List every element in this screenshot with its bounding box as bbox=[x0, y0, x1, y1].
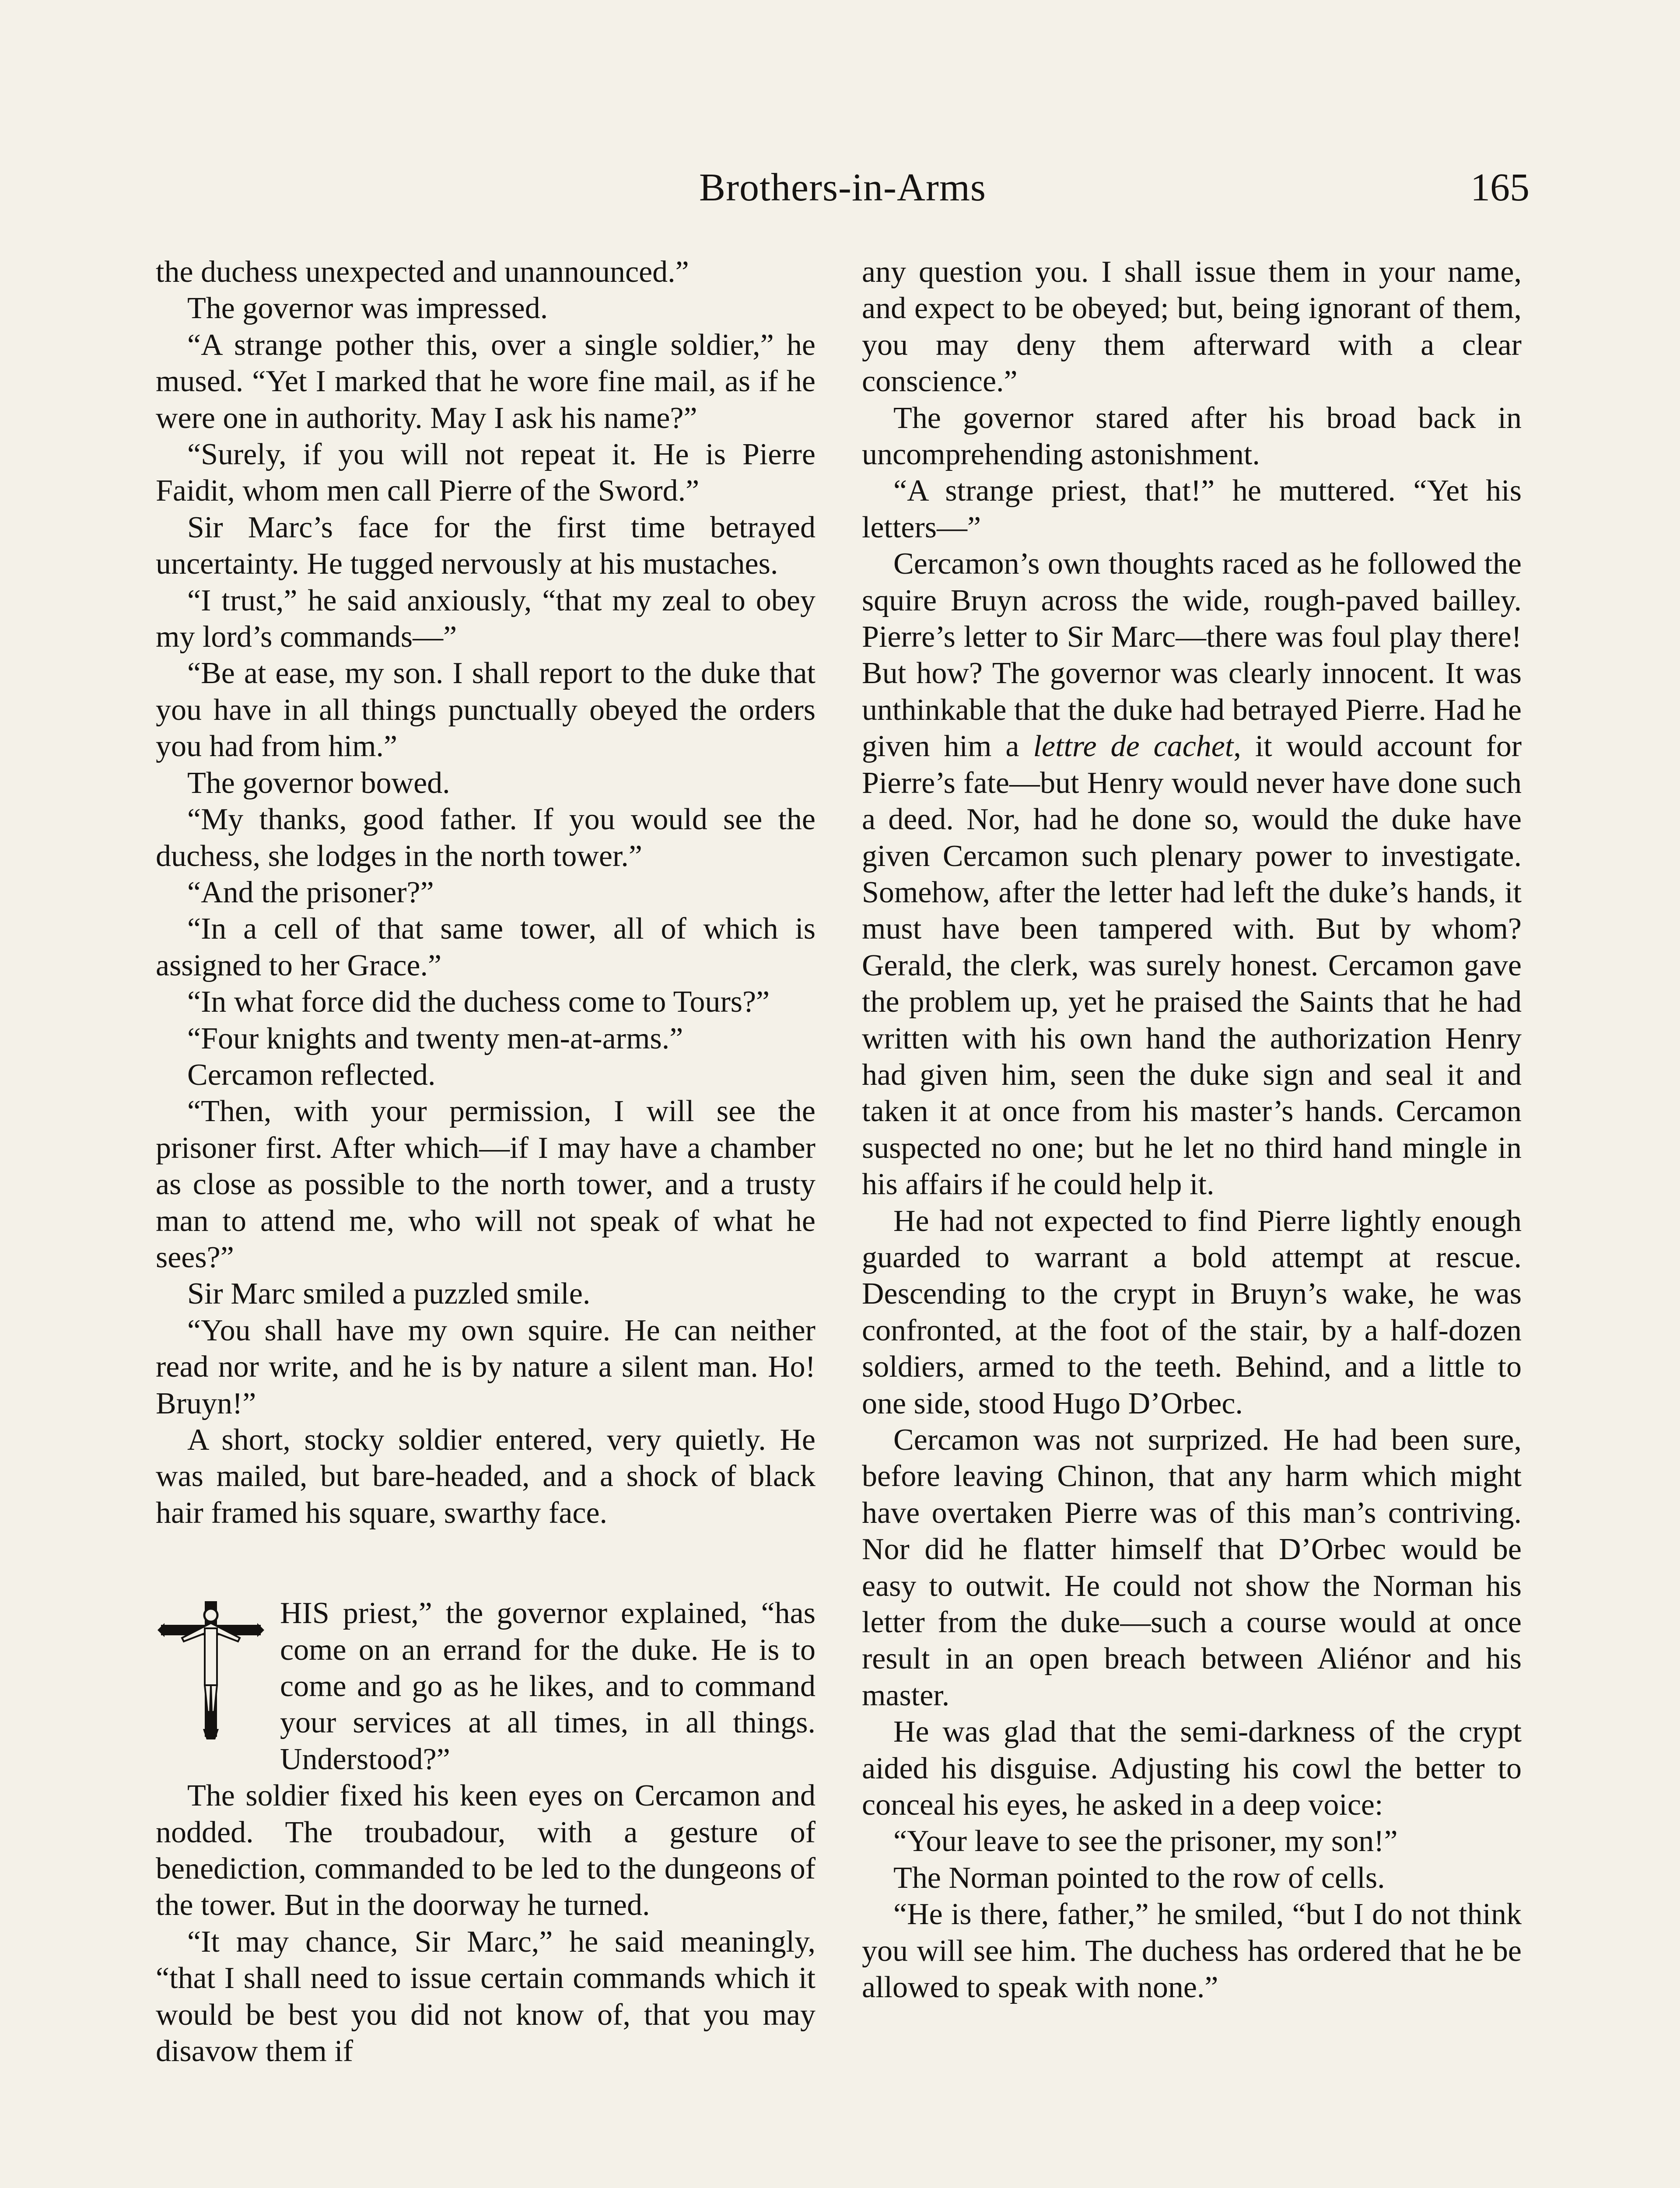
paragraph: Sir Marc’s face for the first time betrayed uncertainty. He tugged nervously at his mustaches. bbox=[156, 510, 816, 581]
paragraph: He had not expected to find Pierre lightly enough guarded to warrant a bold attempt at rescue. Descending to the crypt in Bruyn’s wake, he was confronted, at the foot of the stair, by a half-dozen soldiers, armed to the teeth. Behind, and a little to one side, stood Hugo D’Orbec. bbox=[862, 1204, 1522, 1420]
paragraph: “Surely, if you will not repeat it. He is Pierre Faidit, whom men call Pierre of the Sword.” bbox=[156, 438, 816, 508]
left-column bbox=[156, 254, 816, 2070]
paragraph: “A strange pother this, over a single soldier,” he mused. “Yet I marked that he wore fine mail, as if he were one in authority. May I ask his name?” bbox=[156, 328, 816, 435]
paragraph: “In what force did the duchess come to Tours?” bbox=[187, 985, 770, 1019]
dropcap-paragraph-text: HIS priest,” the governor explained, “has come on an errand for the duke. He is to come and go as he likes, and to command your services at all times, in all things. Understood?” bbox=[280, 1596, 816, 1776]
running-title: Brothers-in-Arms bbox=[699, 166, 986, 209]
paragraph: “Be at ease, my son. I shall report to the duke that you have in all things punctually obeyed the orders you had from him.” bbox=[156, 656, 816, 764]
paragraph: The soldier fixed his keen eyes on Cercamon and nodded. The troubadour, with a gesture of benediction, commanded to be led to the dungeons of the tower. But in the doorway he turned. bbox=[156, 1779, 816, 1922]
paragraph: “Four knights and twenty men-at-arms.” bbox=[187, 1021, 683, 1055]
paragraph: The governor stared after his broad back in uncomprehending astonishment. bbox=[862, 401, 1522, 472]
paragraph: “In a cell of that same tower, all of which is assigned to her Grace.” bbox=[156, 912, 816, 982]
paragraph: The governor was impressed. bbox=[187, 291, 548, 326]
paragraph: “Your leave to see the prisoner, my son!” bbox=[893, 1824, 1398, 1858]
paragraph: The Norman pointed to the row of cells. bbox=[893, 1861, 1385, 1895]
paragraph-lettre-de-cachet: Cercamon’s own thoughts raced as he followed the squire Bruyn across the wide, rough-paved bailley. Pierre’s letter to Sir Marc—there was foul play there! But how? The governor was clearly innocent. It was unthinkable that the duke had betrayed Pierre. Had he given him a lettre de cachet, it would account for Pierre’s fate—but Henry would never have done such a deed. Nor, had he done so, would the duke have given Cercamon such plenary power to investigate. Somehow, after the letter had left the duke’s hands, it must have been tampered with. But by whom? Gerald, the clerk, was surely honest. Cercamon gave the problem up, yet he praised the Saints that he had written with his own hand the authorization Henry had given him, seen the duke sign and seal it and taken it at once from his master’s hands. Cercamon suspected no one; but he let no third hand mingle in his affairs if he could help it. bbox=[862, 547, 1522, 1202]
paragraph: Cercamon was not surprized. He had been sure, before leaving Chinon, that any harm which might have overtaken Pierre was of this man’s contriving. Nor did he flatter himself that D’Orbec would be easy to outwit. He could not show the Norman his letter from the duke—such a course would at once result in an open breach between Aliénor and his master. bbox=[862, 1423, 1522, 1712]
paragraph: “And the prisoner?” bbox=[187, 875, 434, 909]
paragraph: “My thanks, good father. If you would see the duchess, she lodges in the north tower.” bbox=[156, 803, 816, 873]
paragraph: “Then, with your permission, I will see the prisoner first. After which—if I may have a chamber as close as possible to the north tower, and a trusty man to attend me, who will not speak of what he sees?” bbox=[156, 1094, 816, 1274]
paragraph: He was glad that the semi-darkness of the crypt aided his disguise. Adjusting his cowl the better to conceal his eyes, he asked in a deep voice: bbox=[862, 1715, 1522, 1822]
page-number: 165 bbox=[1470, 166, 1530, 209]
dropcap-paragraph bbox=[156, 1595, 816, 1778]
section-break bbox=[156, 1531, 816, 1595]
italic-phrase: lettre de cachet bbox=[1033, 729, 1234, 764]
paragraph: “I trust,” he said anxiously, “that my zeal to obey my lord’s commands—” bbox=[156, 583, 816, 654]
paragraph: The governor bowed. bbox=[187, 766, 450, 800]
paragraph: “You shall have my own squire. He can neither read nor write, and he is by nature a silent man. Ho! Bruyn!” bbox=[156, 1313, 816, 1420]
paragraph: “He is there, father,” he smiled, “but I do not think you will see him. The duchess has ordered that he be allowed to speak with none.” bbox=[862, 1897, 1522, 2005]
paragraph: “It may chance, Sir Marc,” he said meaningly, “that I shall need to issue certain commands which it would be best you did not know of, that you may disavow them if bbox=[156, 1925, 816, 2069]
paragraph: Sir Marc smiled a puzzled smile. bbox=[187, 1277, 591, 1311]
paragraph: A short, stocky soldier entered, very quietly. He was mailed, but bare-headed, and a shock of black hair framed his square, swarthy face. bbox=[156, 1423, 816, 1530]
paragraph: Cercamon reflected. bbox=[187, 1058, 436, 1092]
right-column bbox=[862, 254, 1522, 2006]
page-header bbox=[156, 159, 1530, 221]
paragraph: the duchess unexpected and unannounced.” bbox=[156, 255, 689, 289]
crucifix-drop-cap-icon bbox=[156, 1598, 266, 1742]
paragraph: any question you. I shall issue them in your name, and expect to be obeyed; but, being ignorant of them, you may deny them afterward with a clear conscience.” bbox=[862, 255, 1522, 399]
paragraph: “A strange priest, that!” he muttered. “Yet his letters—” bbox=[862, 474, 1522, 544]
